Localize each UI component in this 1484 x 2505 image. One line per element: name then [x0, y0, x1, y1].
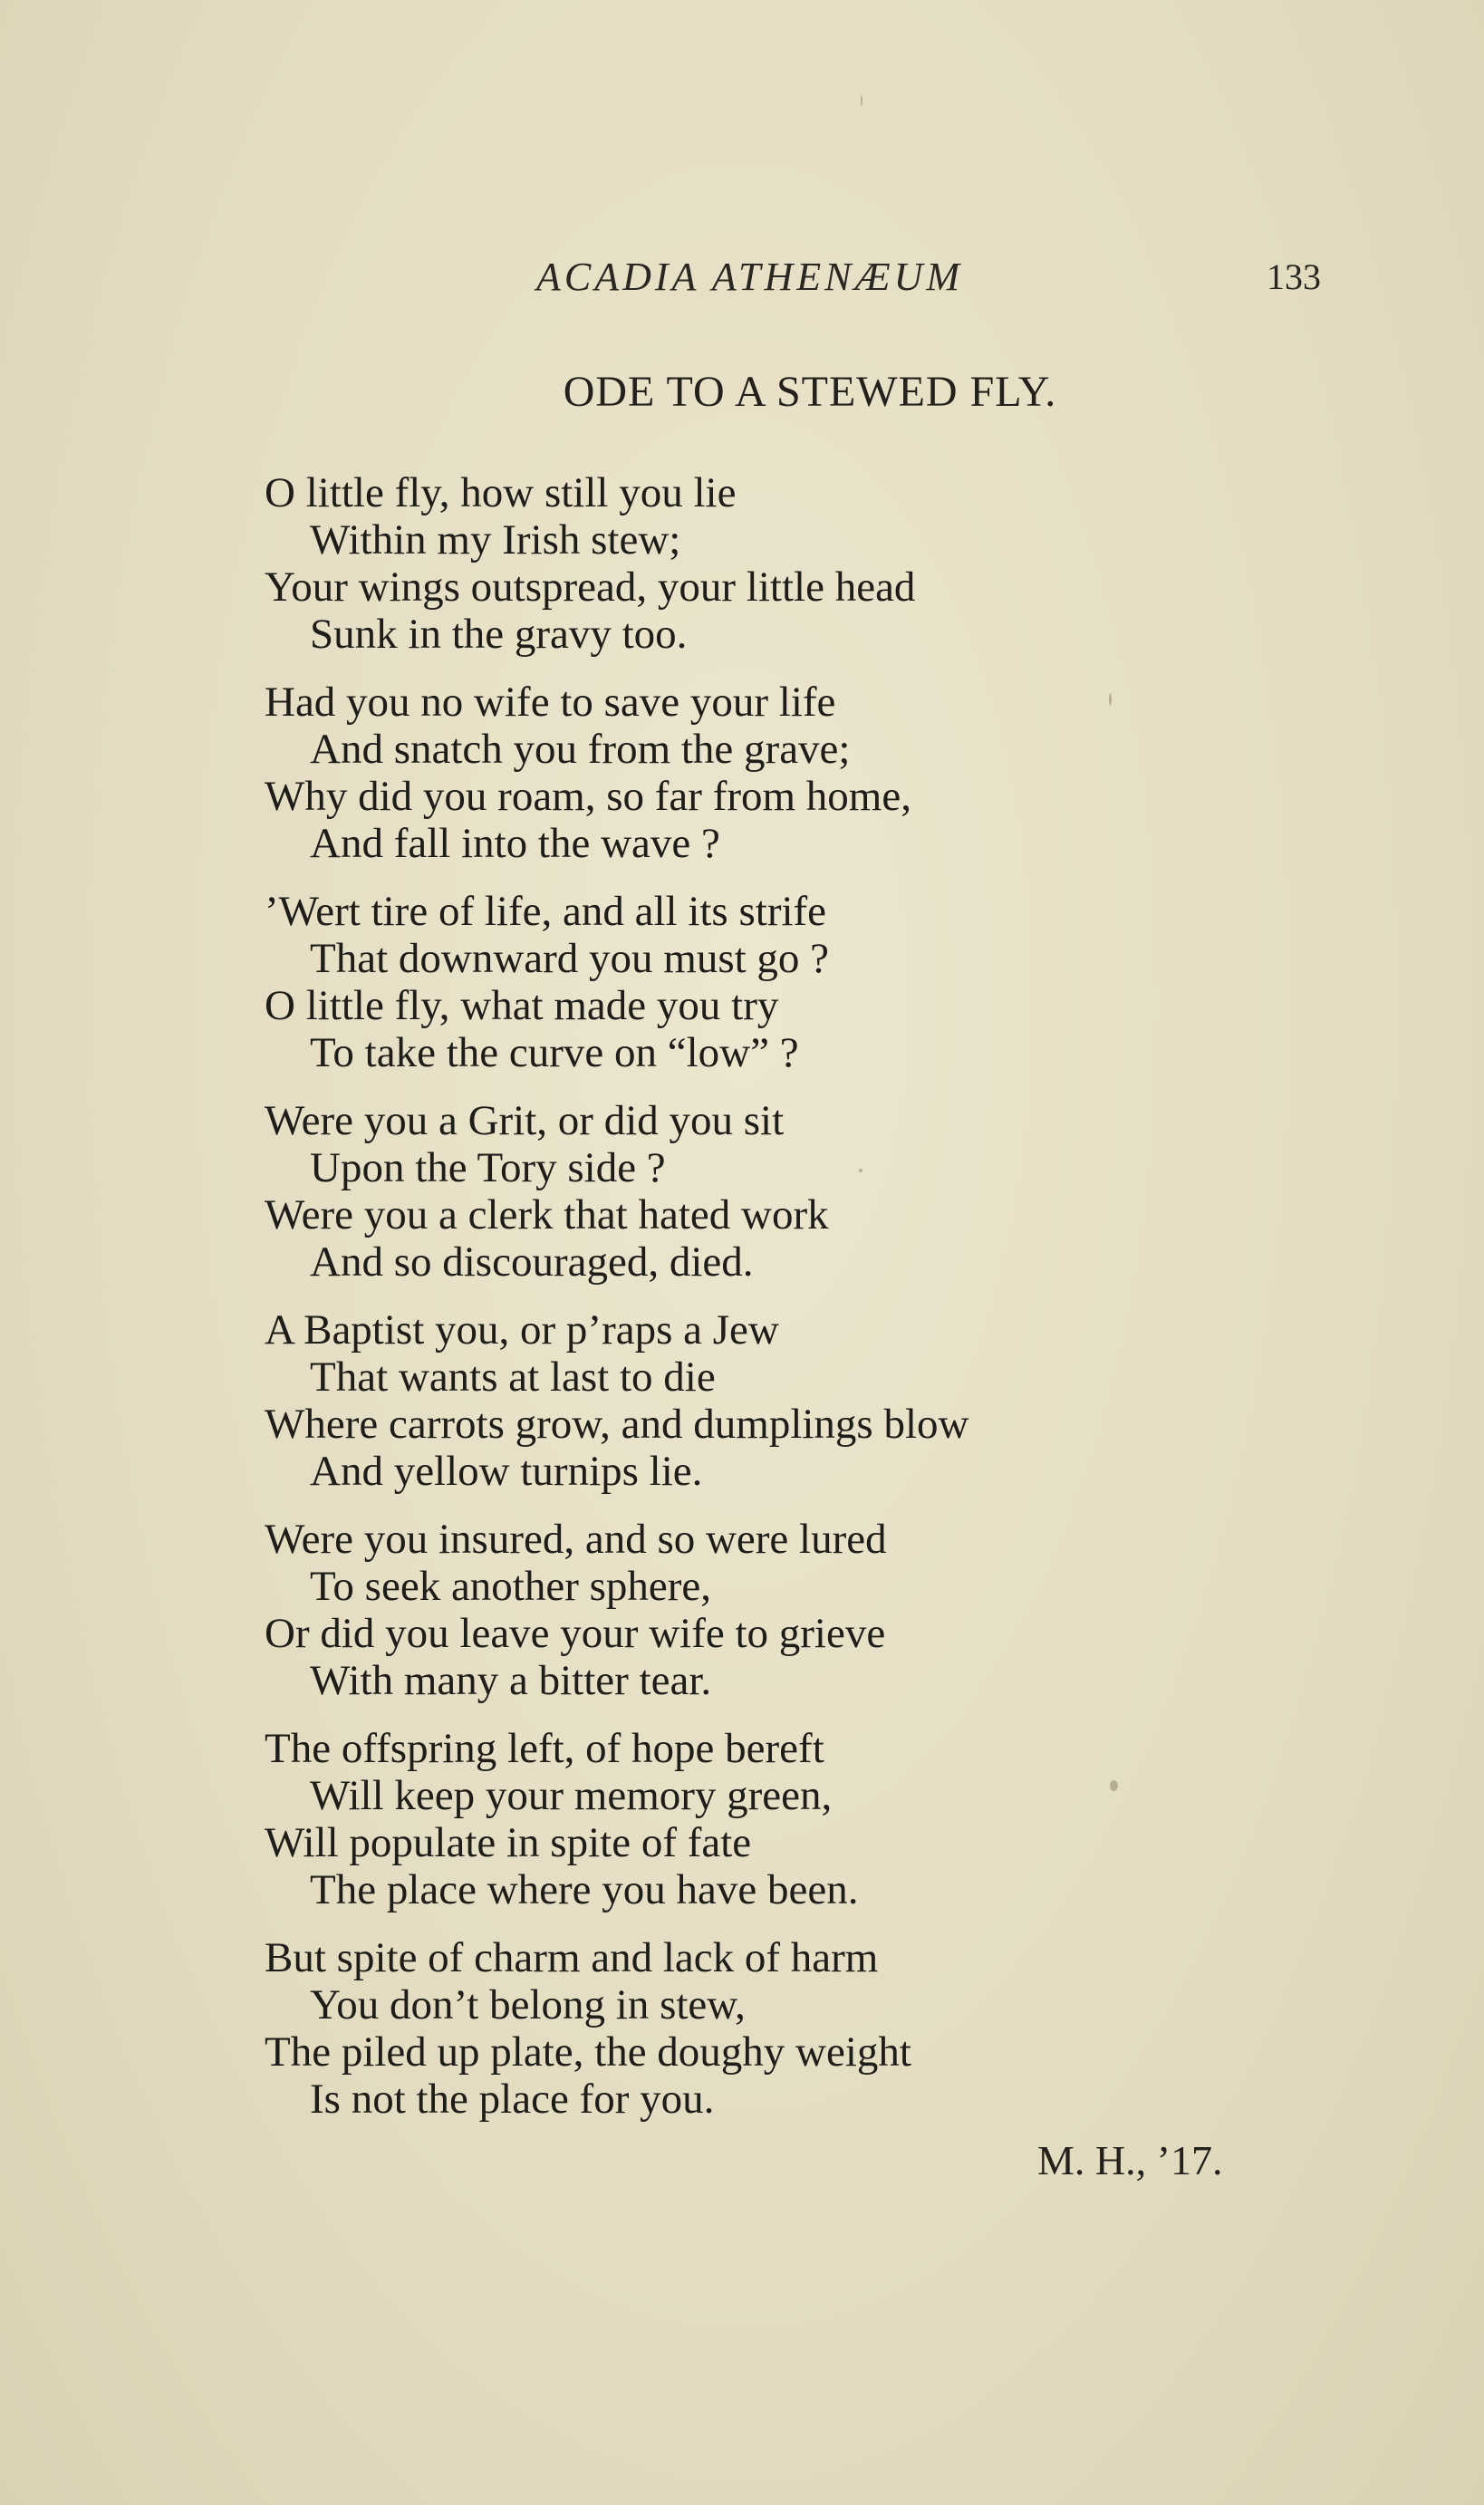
stanza-4 [265, 1097, 1261, 1286]
poem-line: Your wings outspread, your little head [265, 564, 916, 611]
stanza-1 [265, 469, 1261, 658]
running-head [0, 254, 1484, 308]
poem-line: And snatch you from the grave; [310, 726, 851, 773]
poem-line: That wants at last to die [310, 1354, 716, 1401]
poem-line: Were you a clerk that hated work [265, 1191, 829, 1238]
stanza-5 [265, 1306, 1261, 1495]
journal-title: ACADIA ATHENÆUM [536, 255, 964, 299]
poem-line: ’Wert tire of life, and all its strife [265, 888, 827, 935]
paper-speck [1110, 1780, 1118, 1791]
paper-speck [861, 95, 862, 106]
poem-line: The offspring left, of hope bereft [265, 1725, 824, 1772]
poem-title: ODE TO A STEWED FLY. [563, 368, 1057, 416]
poem-line: To seek another sphere, [310, 1563, 712, 1610]
poem-line: Or did you leave your wife to grieve [265, 1610, 886, 1657]
stanza-3 [265, 888, 1261, 1076]
poem-line: A Baptist you, or p’raps a Jew [265, 1306, 779, 1354]
paper-speck [859, 1169, 862, 1172]
poem-line: To take the curve on “low” ? [310, 1029, 799, 1076]
poem-line: Within my Irish stew; [310, 516, 681, 564]
poem-line: Sunk in the gravy too. [310, 611, 688, 658]
poem-line: And so discouraged, died. [310, 1238, 754, 1286]
poem-line: Will populate in spite of fate [265, 1819, 752, 1866]
poem-line: Why did you roam, so far from home, [265, 773, 911, 820]
stanza-8 [265, 1934, 1261, 2123]
poem-line: And yellow turnips lie. [310, 1448, 703, 1495]
stanza-6 [265, 1516, 1261, 1704]
stanza-2 [265, 679, 1261, 867]
poem-line: Will keep your memory green, [310, 1772, 833, 1819]
poem-line: Were you insured, and so were lured [265, 1516, 887, 1563]
poem-line: Had you no wife to save your life [265, 679, 836, 726]
poem-line: Were you a Grit, or did you sit [265, 1097, 785, 1144]
paper-speck [1109, 693, 1112, 706]
stanza-7 [265, 1725, 1261, 1913]
page-number: 133 [1267, 256, 1321, 297]
poem-line: Upon the Tory side ? [310, 1144, 666, 1191]
poem-line: O little fly, what made you try [265, 982, 779, 1029]
poem-line: With many a bitter tear. [310, 1657, 712, 1704]
poem-line: Where carrots grow, and dumplings blow [265, 1401, 969, 1448]
poem-line: But spite of charm and lack of harm [265, 1934, 879, 1981]
poem-line: The piled up plate, the doughy weight [265, 2028, 911, 2076]
poem-line: O little fly, how still you lie [265, 469, 737, 516]
author-signature: M. H., ’17. [1037, 2137, 1223, 2183]
poem-line: And fall into the wave ? [310, 820, 720, 867]
poem-line: You don’t belong in stew, [310, 1981, 746, 2028]
poem-line: The place where you have been. [310, 1866, 859, 1913]
poem-line: Is not the place for you. [310, 2076, 715, 2123]
poem-body [265, 469, 1261, 2144]
poem-line: That downward you must go ? [310, 935, 830, 982]
